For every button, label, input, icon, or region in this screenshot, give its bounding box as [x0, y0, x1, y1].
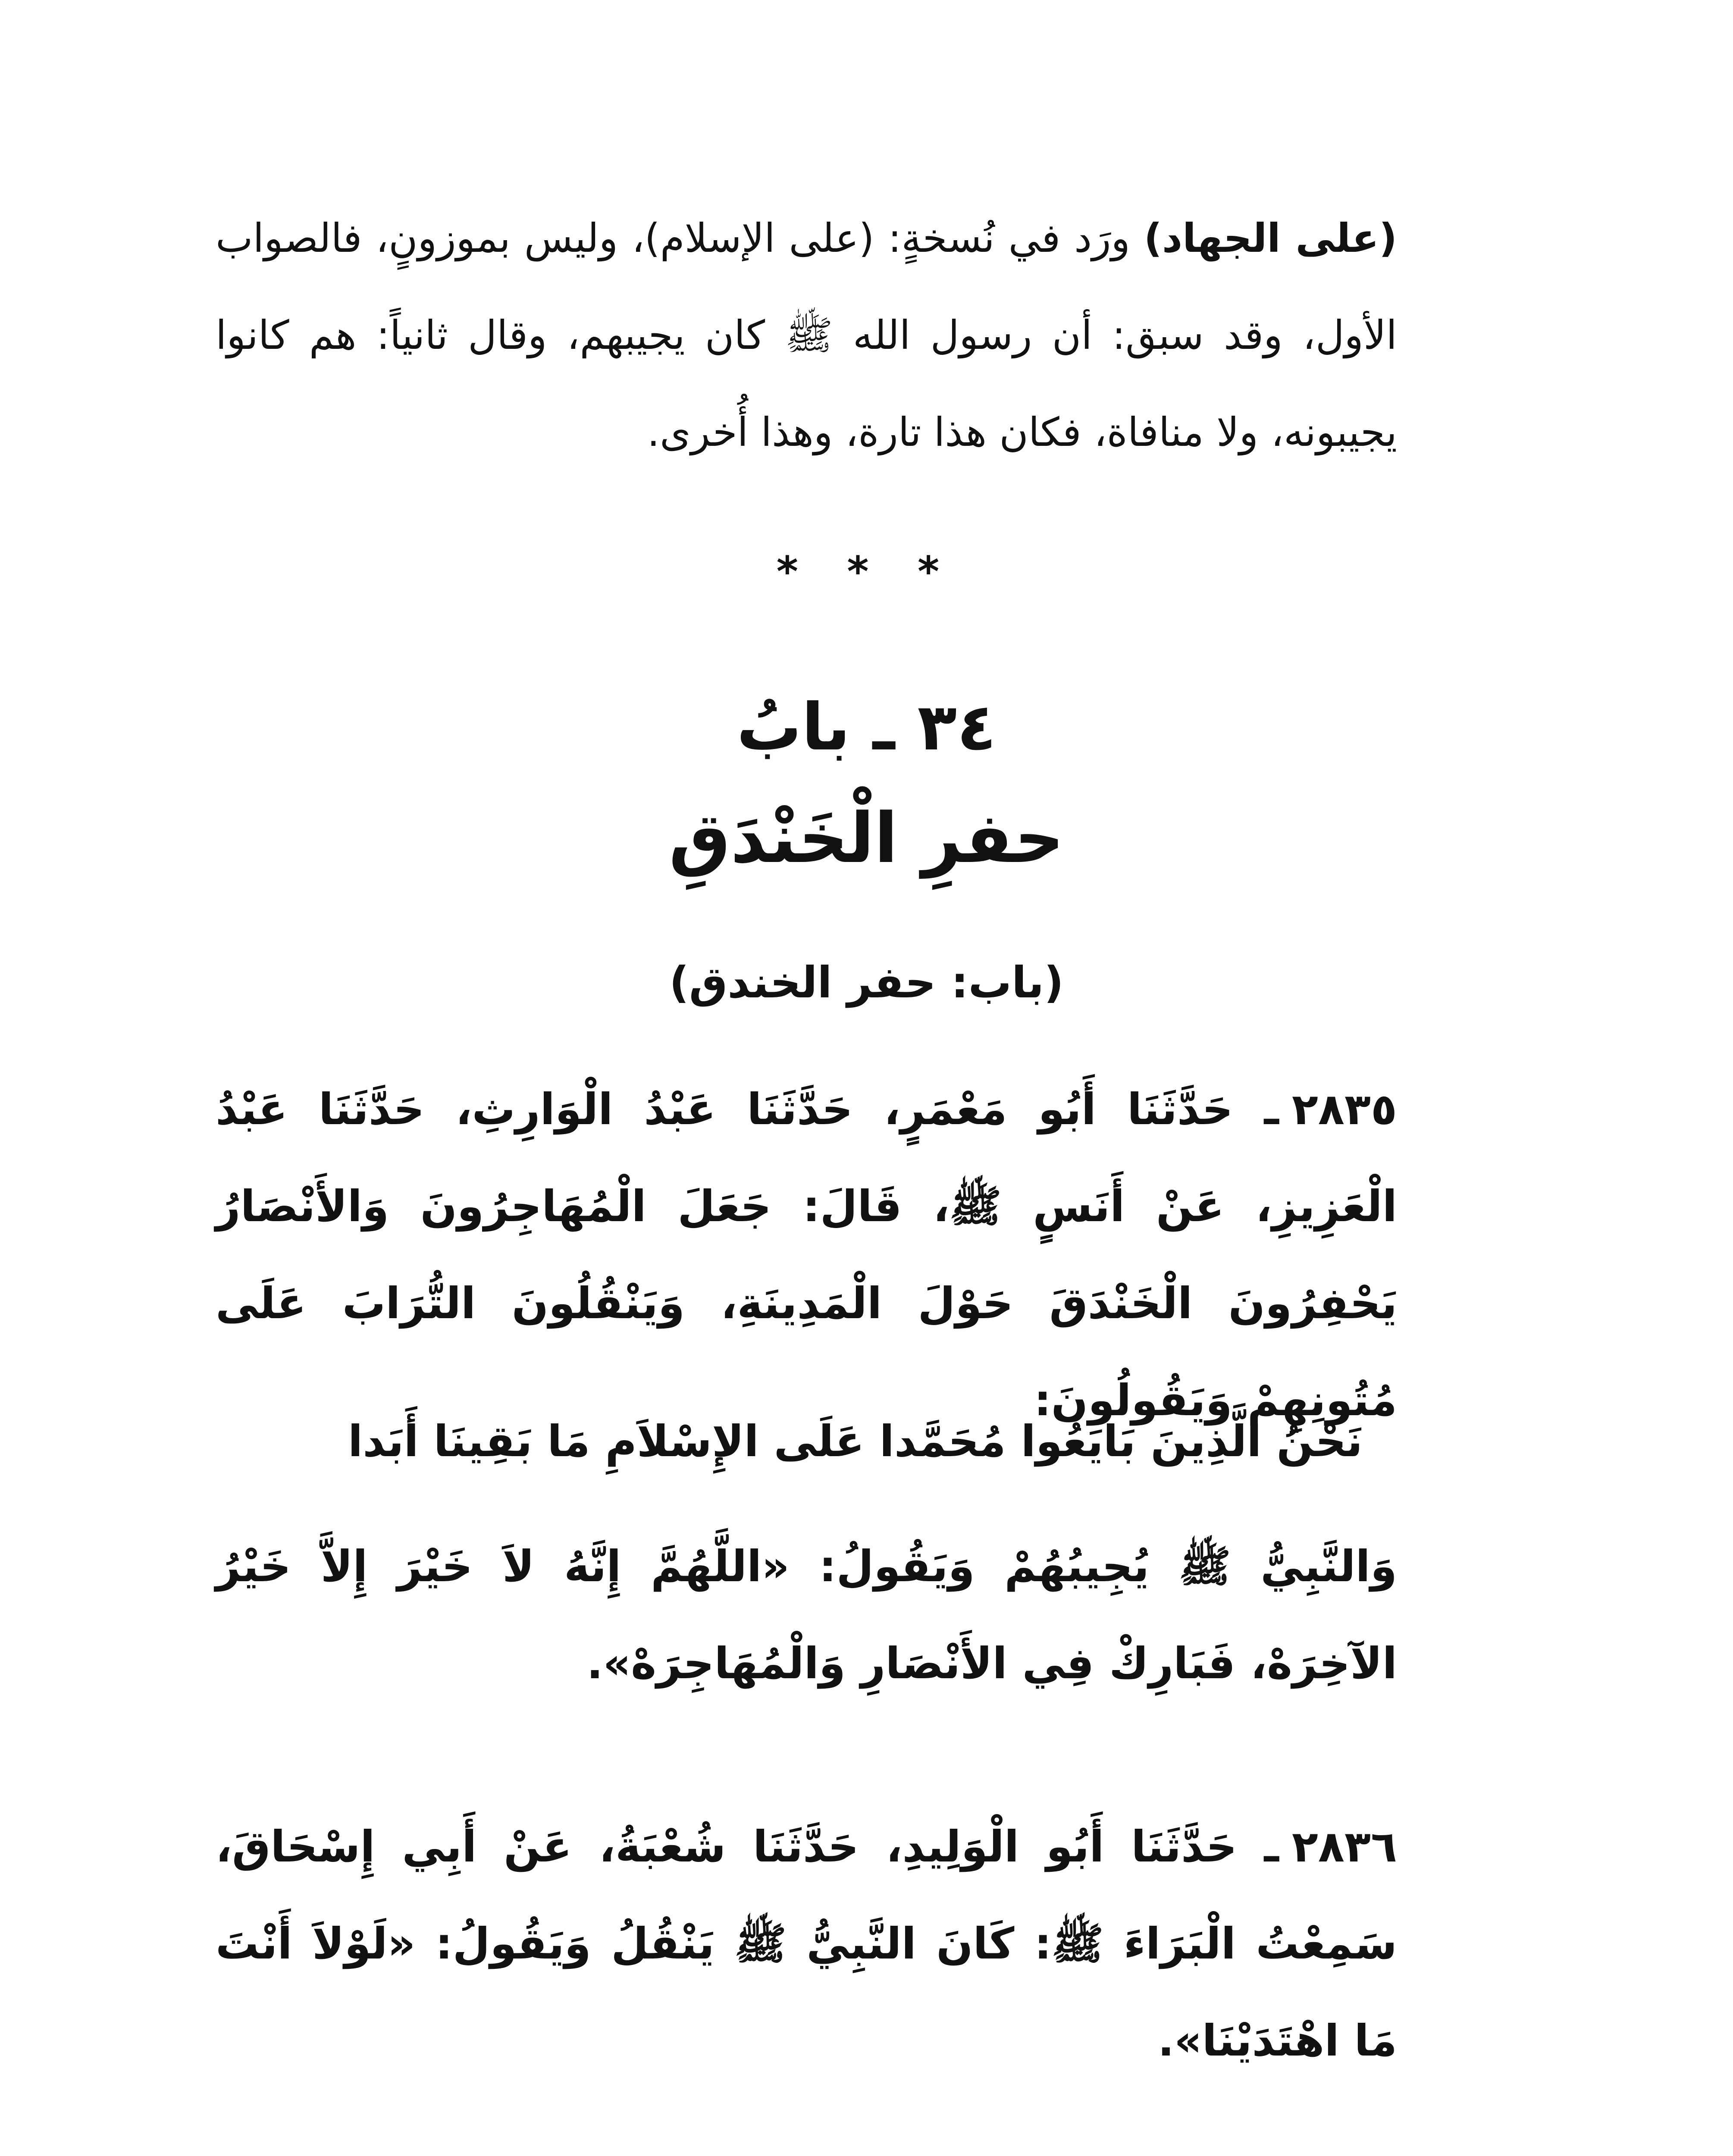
hadith-2836 — [216, 1798, 1397, 2089]
hadith-number: ٢٨٣٦ — [1291, 1821, 1397, 1872]
chapter-number: ٣٤ ـ بابُ — [736, 690, 997, 765]
chapter-title: حفرِ الْخَنْدَقِ — [669, 798, 1064, 878]
commentary-paragraph — [216, 190, 1397, 481]
hadith-number: ٢٨٣٥ — [1291, 1084, 1397, 1134]
hadith-text: ـ حَدَّثَنَا أَبُو الْوَلِيدِ، حَدَّثَنَا شُعْبَةُ، عَنْ أَبِي إِسْحَاقَ، سَمِعْتُ الْبَرَاءَ ﷺ: كَانَ النَّبِيُّ ﷺ يَنْقُلُ وَيَقُولُ: «لَوْلاَ أَنْتَ مَا اهْتَدَيْنَا». — [216, 1821, 1397, 2066]
bab-heading: (باب: حفر الخندق) — [669, 957, 1064, 1008]
hadith-2835 — [216, 1061, 1397, 1449]
commentary-text: ورَد في نُسخةٍ: (على الإسلام)، وليس بموزونٍ، فالصواب الأول، وقد سبق: أن رسول الله ﷺ كان يجيبهم، وقال ثانياً: هم كانوا يجيبونه، ولا منافاة، فكان هذا تارة، وهذا أُخرى. — [216, 215, 1397, 455]
hadith-text: ـ حَدَّثَنَا أَبُو مَعْمَرٍ، حَدَّثَنَا عَبْدُ الْوَارِثِ، حَدَّثَنَا عَبْدُ الْعَزِيزِ، عَنْ أَنَسٍ ﷺ، قَالَ: جَعَلَ الْمُهَاجِرُونَ وَالأَنْصَارُ يَحْفِرُونَ الْخَنْدَقَ حَوْلَ الْمَدِينَةِ، وَيَنْقُلُونَ التُّرَابَ عَلَى مُتُونِهِمْ وَيَقُولُونَ: — [216, 1084, 1397, 1426]
commentary-lead: (على الجهاد) — [1144, 215, 1397, 261]
hadith-2835-continuation: وَالنَّبِيُّ ﷺ يُجِيبُهُمْ وَيَقُولُ: «اللَّهُمَّ إِنَّهُ لاَ خَيْرَ إِلاَّ خَيْرُ الآخِرَهْ، فَبَارِكْ فِي الأَنْصَارِ وَالْمُهَاجِرَهْ». — [216, 1541, 1397, 1689]
hadith-poem-verse: نَحْنُ الَّذِينَ بَايَعُوا مُحَمَّدا عَلَى الإِسْلاَمِ مَا بَقِينَا أَبَدا — [348, 1416, 1363, 1467]
section-separator: * * * — [776, 548, 957, 596]
